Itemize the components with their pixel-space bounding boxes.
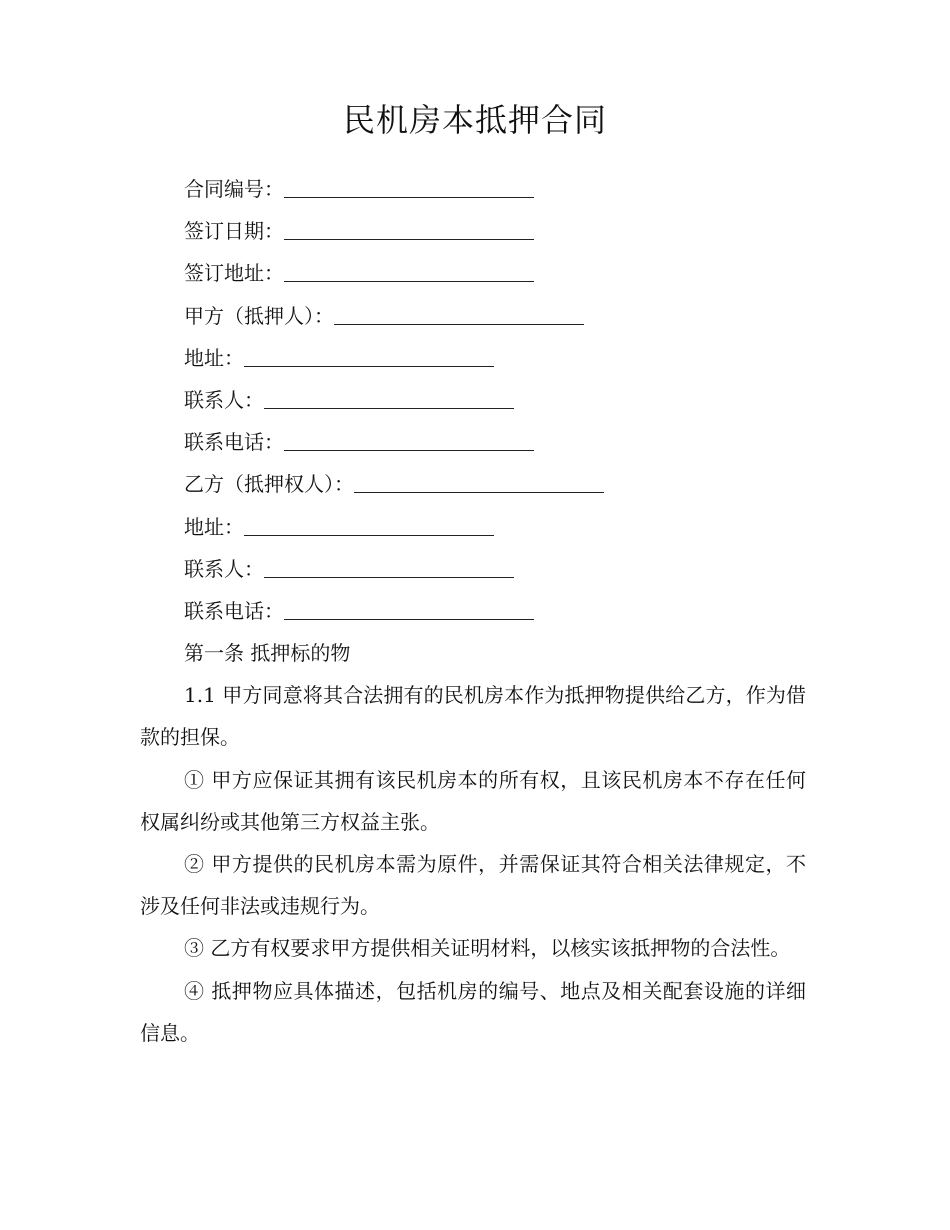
field-party-a-phone bbox=[184, 423, 824, 465]
field-label: 地址： bbox=[184, 514, 244, 539]
contract-fields bbox=[184, 170, 824, 634]
field-label: 签订地址： bbox=[184, 261, 284, 286]
field-party-b bbox=[184, 465, 824, 507]
field-label: 联系人： bbox=[184, 556, 264, 581]
paragraph-item-2: ② 甲方提供的民机房本需为原件，并需保证其符合相关法律规定，不涉及任何非法或违规行为。 bbox=[140, 852, 806, 919]
fill-in-blank bbox=[264, 550, 514, 578]
fill-in-blank bbox=[244, 339, 494, 367]
paragraph-item-1: ① 甲方应保证其拥有该民机房本的所有权，且该民机房本不存在任何权属纠纷或其他第三方权益主张。 bbox=[140, 767, 806, 834]
paragraph-item-3: ③ 乙方有权要求甲方提供相关证明材料，以核实该抵押物的合法性。 bbox=[184, 936, 791, 961]
field-party-b-contact bbox=[184, 550, 824, 592]
contract-body bbox=[140, 632, 806, 1054]
field-label: 联系电话： bbox=[184, 598, 284, 623]
field-signing-date bbox=[184, 212, 824, 254]
field-signing-place bbox=[184, 254, 824, 296]
field-label: 合同编号： bbox=[184, 177, 284, 201]
fill-in-blank bbox=[284, 423, 534, 451]
field-label: 地址： bbox=[184, 345, 244, 370]
field-label: 联系电话： bbox=[184, 430, 284, 455]
fill-in-blank bbox=[264, 381, 514, 409]
field-party-a-address bbox=[184, 339, 824, 381]
paragraph-1-1: 1.1 甲方同意将其合法拥有的民机房本作为抵押物提供给乙方，作为借款的担保。 bbox=[140, 683, 806, 750]
field-party-a bbox=[184, 297, 824, 339]
article-heading: 第一条 抵押标的物 bbox=[184, 641, 351, 665]
field-party-a-contact bbox=[184, 381, 824, 423]
field-label: 联系人： bbox=[184, 387, 264, 412]
fill-in-blank bbox=[284, 170, 534, 198]
field-party-b-phone bbox=[184, 592, 824, 634]
field-party-b-address bbox=[184, 508, 824, 550]
document-title: 民机房本抵押合同 bbox=[342, 101, 607, 139]
fill-in-blank bbox=[284, 592, 534, 620]
fill-in-blank bbox=[354, 465, 604, 493]
field-label: 乙方（抵押权人）： bbox=[184, 472, 354, 497]
field-label: 签订日期： bbox=[184, 219, 284, 244]
fill-in-blank bbox=[284, 254, 534, 282]
field-contract-number bbox=[184, 170, 824, 212]
fill-in-blank bbox=[284, 212, 534, 240]
paragraph-item-4: ④ 抵押物应具体描述，包括机房的编号、地点及相关配套设施的详细信息。 bbox=[140, 978, 806, 1045]
field-label: 甲方（抵押人）： bbox=[184, 303, 334, 328]
fill-in-blank bbox=[244, 508, 494, 536]
fill-in-blank bbox=[334, 297, 584, 325]
